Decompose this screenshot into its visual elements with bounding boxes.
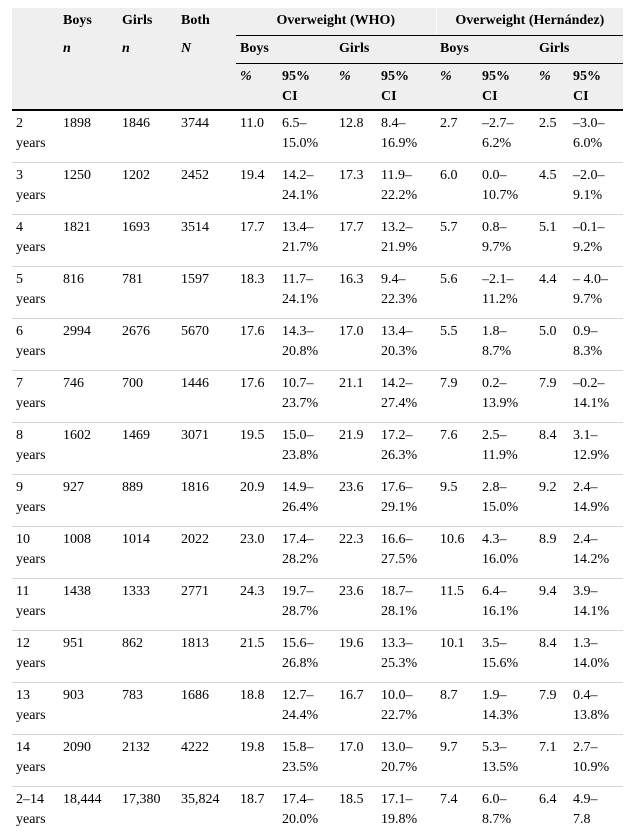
header-blank — [177, 64, 236, 111]
hernandez-boys-pct-cell: 11.5 — [436, 579, 478, 631]
who-boys-pct-cell: 21.5 — [236, 631, 278, 683]
who-boys-ci-cell: 15.6– 26.8% — [278, 631, 335, 683]
hernandez-boys-ci-header: 95% CI — [478, 64, 535, 111]
hernandez-girls-pct-header: % — [535, 64, 569, 111]
age-cell: 2 years — [12, 110, 59, 163]
who-boys-ci-cell: 17.4– 20.0% — [278, 787, 335, 838]
who-girls-ci-cell: 13.2– 21.9% — [377, 215, 436, 267]
table-row — [12, 267, 623, 319]
hernandez-boys-pct-cell: 9.7 — [436, 735, 478, 787]
hernandez-boys-pct-cell: 10.6 — [436, 527, 478, 579]
who-boys-ci-header: 95% CI — [278, 64, 335, 111]
who-girls-pct-cell: 19.6 — [335, 631, 377, 683]
who-girls-ci-cell: 14.2– 27.4% — [377, 371, 436, 423]
hernandez-boys-ci-cell: 2.8– 15.0% — [478, 475, 535, 527]
boys-n-cell: 903 — [59, 683, 118, 735]
who-boys-ci-cell: 10.7– 23.7% — [278, 371, 335, 423]
hernandez-boys-pct-cell: 5.7 — [436, 215, 478, 267]
table-row — [12, 215, 623, 267]
who-boys-pct-cell: 18.8 — [236, 683, 278, 735]
hernandez-girls-ci-cell: 2.4– 14.9% — [569, 475, 623, 527]
who-boys-ci-cell: 14.2– 24.1% — [278, 163, 335, 215]
hernandez-boys-ci-cell: 2.5– 11.9% — [478, 423, 535, 475]
hernandez-girls-pct-cell: 9.4 — [535, 579, 569, 631]
col-boys-header: Boys — [59, 8, 118, 36]
hernandez-boys-ci-cell: 6.0– 8.7% — [478, 787, 535, 838]
hernandez-girls-header: Girls — [535, 36, 623, 64]
both-n-cell: 1813 — [177, 631, 236, 683]
hernandez-girls-pct-cell: 4.5 — [535, 163, 569, 215]
boys-n-cell: 1821 — [59, 215, 118, 267]
col-girls-header: Girls — [118, 8, 177, 36]
who-girls-ci-cell: 17.1– 19.8% — [377, 787, 436, 838]
boys-n-cell: 2994 — [59, 319, 118, 371]
hernandez-boys-ci-cell: 0.0– 10.7% — [478, 163, 535, 215]
age-cell: 6 years — [12, 319, 59, 371]
table-row — [12, 579, 623, 631]
hernandez-boys-pct-cell: 2.7 — [436, 110, 478, 163]
who-girls-pct-cell: 17.0 — [335, 735, 377, 787]
both-n-cell: 2022 — [177, 527, 236, 579]
hernandez-girls-ci-cell: 4.9– 7.8 — [569, 787, 623, 838]
age-cell: 3 years — [12, 163, 59, 215]
boys-n-cell: 1250 — [59, 163, 118, 215]
table-row — [12, 423, 623, 475]
age-cell: 14 years — [12, 735, 59, 787]
hernandez-girls-pct-cell: 9.2 — [535, 475, 569, 527]
who-girls-ci-cell: 10.0– 22.7% — [377, 683, 436, 735]
who-girls-ci-cell: 18.7– 28.1% — [377, 579, 436, 631]
hernandez-boys-pct-cell: 9.5 — [436, 475, 478, 527]
who-boys-pct-cell: 11.0 — [236, 110, 278, 163]
hernandez-girls-ci-cell: 2.7– 10.9% — [569, 735, 623, 787]
header-row-3 — [12, 64, 623, 111]
who-girls-pct-cell: 16.3 — [335, 267, 377, 319]
who-girls-pct-cell: 18.5 — [335, 787, 377, 838]
who-girls-pct-cell: 21.1 — [335, 371, 377, 423]
girls-n-cell: 1693 — [118, 215, 177, 267]
hernandez-boys-pct-cell: 10.1 — [436, 631, 478, 683]
table-header — [12, 8, 623, 110]
girls-n-cell: 700 — [118, 371, 177, 423]
girls-n-cell: 783 — [118, 683, 177, 735]
hernandez-girls-ci-cell: 1.3– 14.0% — [569, 631, 623, 683]
hernandez-boys-ci-cell: 1.8– 8.7% — [478, 319, 535, 371]
table-row — [12, 475, 623, 527]
header-blank — [59, 64, 118, 111]
who-boys-ci-cell: 11.7– 24.1% — [278, 267, 335, 319]
header-blank — [12, 36, 59, 64]
hernandez-girls-pct-cell: 4.4 — [535, 267, 569, 319]
hernandez-boys-pct-cell: 5.6 — [436, 267, 478, 319]
who-boys-pct-cell: 19.5 — [236, 423, 278, 475]
who-boys-pct-cell: 17.7 — [236, 215, 278, 267]
who-girls-ci-cell: 17.2– 26.3% — [377, 423, 436, 475]
hernandez-girls-ci-cell: – 4.0– 9.7% — [569, 267, 623, 319]
girls-n-cell: 1846 — [118, 110, 177, 163]
who-boys-ci-cell: 13.4– 21.7% — [278, 215, 335, 267]
who-boys-pct-cell: 17.6 — [236, 371, 278, 423]
who-boys-pct-cell: 19.4 — [236, 163, 278, 215]
who-girls-ci-cell: 13.0– 20.7% — [377, 735, 436, 787]
who-girls-pct-header: % — [335, 64, 377, 111]
hernandez-boys-pct-cell: 7.6 — [436, 423, 478, 475]
col-both-n: N — [177, 36, 236, 64]
hernandez-boys-ci-cell: –2.1– 11.2% — [478, 267, 535, 319]
who-girls-ci-cell: 8.4– 16.9% — [377, 110, 436, 163]
girls-n-cell: 17,380 — [118, 787, 177, 838]
who-girls-ci-header: 95% CI — [377, 64, 436, 111]
table-row — [12, 527, 623, 579]
both-n-cell: 4222 — [177, 735, 236, 787]
hernandez-girls-pct-cell: 2.5 — [535, 110, 569, 163]
age-cell: 9 years — [12, 475, 59, 527]
both-n-cell: 3514 — [177, 215, 236, 267]
age-cell: 5 years — [12, 267, 59, 319]
hernandez-girls-ci-cell: 2.4– 14.2% — [569, 527, 623, 579]
who-boys-pct-cell: 18.3 — [236, 267, 278, 319]
girls-n-cell: 2132 — [118, 735, 177, 787]
both-n-cell: 1686 — [177, 683, 236, 735]
boys-n-cell: 816 — [59, 267, 118, 319]
boys-n-cell: 1008 — [59, 527, 118, 579]
who-group-header: Overweight (WHO) — [236, 8, 436, 36]
hernandez-girls-pct-cell: 5.0 — [535, 319, 569, 371]
girls-n-cell: 1014 — [118, 527, 177, 579]
header-row-1 — [12, 8, 623, 36]
who-boys-pct-cell: 19.8 — [236, 735, 278, 787]
who-girls-pct-cell: 22.3 — [335, 527, 377, 579]
who-boys-ci-cell: 17.4– 28.2% — [278, 527, 335, 579]
age-cell: 4 years — [12, 215, 59, 267]
header-blank — [118, 64, 177, 111]
who-boys-ci-cell: 12.7– 24.4% — [278, 683, 335, 735]
girls-n-cell: 1202 — [118, 163, 177, 215]
who-boys-ci-cell: 15.0– 23.8% — [278, 423, 335, 475]
hernandez-girls-ci-cell: 3.1– 12.9% — [569, 423, 623, 475]
hernandez-boys-ci-cell: 4.3– 16.0% — [478, 527, 535, 579]
hernandez-girls-ci-cell: –0.1– 9.2% — [569, 215, 623, 267]
hernandez-boys-pct-cell: 5.5 — [436, 319, 478, 371]
who-boys-ci-cell: 19.7– 28.7% — [278, 579, 335, 631]
header-row-2 — [12, 36, 623, 64]
girls-n-cell: 1469 — [118, 423, 177, 475]
hernandez-boys-ci-cell: 3.5– 15.6% — [478, 631, 535, 683]
who-girls-pct-cell: 21.9 — [335, 423, 377, 475]
both-n-cell: 1816 — [177, 475, 236, 527]
hernandez-girls-pct-cell: 6.4 — [535, 787, 569, 838]
who-girls-pct-cell: 23.6 — [335, 579, 377, 631]
who-girls-ci-cell: 13.3– 25.3% — [377, 631, 436, 683]
who-girls-pct-cell: 17.7 — [335, 215, 377, 267]
hernandez-boys-ci-cell: 0.2– 13.9% — [478, 371, 535, 423]
who-girls-pct-cell: 16.7 — [335, 683, 377, 735]
boys-n-cell: 18,444 — [59, 787, 118, 838]
who-boys-ci-cell: 14.3– 20.8% — [278, 319, 335, 371]
who-girls-ci-cell: 9.4– 22.3% — [377, 267, 436, 319]
table-body — [12, 110, 623, 838]
hernandez-boys-ci-cell: 6.4– 16.1% — [478, 579, 535, 631]
table-row — [12, 735, 623, 787]
table-row — [12, 787, 623, 838]
boys-n-cell: 951 — [59, 631, 118, 683]
hernandez-girls-pct-cell: 7.9 — [535, 371, 569, 423]
age-cell: 12 years — [12, 631, 59, 683]
who-girls-pct-cell: 23.6 — [335, 475, 377, 527]
header-blank — [12, 8, 59, 36]
who-girls-ci-cell: 13.4– 20.3% — [377, 319, 436, 371]
girls-n-cell: 2676 — [118, 319, 177, 371]
both-n-cell: 35,824 — [177, 787, 236, 838]
hernandez-boys-ci-cell: –2.7– 6.2% — [478, 110, 535, 163]
hernandez-girls-ci-cell: 0.9– 8.3% — [569, 319, 623, 371]
col-boys-n: n — [59, 36, 118, 64]
age-cell: 13 years — [12, 683, 59, 735]
table-row — [12, 163, 623, 215]
table-row — [12, 110, 623, 163]
girls-n-cell: 889 — [118, 475, 177, 527]
who-boys-ci-cell: 6.5– 15.0% — [278, 110, 335, 163]
hernandez-boys-ci-cell: 0.8– 9.7% — [478, 215, 535, 267]
both-n-cell: 5670 — [177, 319, 236, 371]
hernandez-girls-pct-cell: 5.1 — [535, 215, 569, 267]
hernandez-girls-ci-cell: –2.0– 9.1% — [569, 163, 623, 215]
age-cell: 10 years — [12, 527, 59, 579]
table-row — [12, 319, 623, 371]
who-girls-pct-cell: 17.3 — [335, 163, 377, 215]
table-row — [12, 631, 623, 683]
hernandez-girls-pct-cell: 7.9 — [535, 683, 569, 735]
hernandez-girls-ci-cell: –0.2– 14.1% — [569, 371, 623, 423]
boys-n-cell: 746 — [59, 371, 118, 423]
who-boys-pct-cell: 17.6 — [236, 319, 278, 371]
who-girls-ci-cell: 16.6– 27.5% — [377, 527, 436, 579]
hernandez-girls-ci-header: 95% CI — [569, 64, 623, 111]
who-boys-ci-cell: 14.9– 26.4% — [278, 475, 335, 527]
both-n-cell: 1446 — [177, 371, 236, 423]
girls-n-cell: 862 — [118, 631, 177, 683]
age-cell: 8 years — [12, 423, 59, 475]
hernandez-girls-pct-cell: 8.9 — [535, 527, 569, 579]
hernandez-boys-pct-cell: 8.7 — [436, 683, 478, 735]
boys-n-cell: 1438 — [59, 579, 118, 631]
both-n-cell: 1597 — [177, 267, 236, 319]
boys-n-cell: 1898 — [59, 110, 118, 163]
hernandez-boys-pct-header: % — [436, 64, 478, 111]
who-girls-ci-cell: 11.9– 22.2% — [377, 163, 436, 215]
who-boys-pct-cell: 20.9 — [236, 475, 278, 527]
who-boys-pct-cell: 18.7 — [236, 787, 278, 838]
girls-n-cell: 781 — [118, 267, 177, 319]
hernandez-girls-pct-cell: 8.4 — [535, 631, 569, 683]
hernandez-girls-pct-cell: 7.1 — [535, 735, 569, 787]
overweight-prevalence-table — [12, 8, 623, 838]
who-boys-pct-header: % — [236, 64, 278, 111]
header-blank — [12, 64, 59, 111]
hernandez-girls-ci-cell: 0.4– 13.8% — [569, 683, 623, 735]
both-n-cell: 2452 — [177, 163, 236, 215]
hernandez-boys-pct-cell: 7.9 — [436, 371, 478, 423]
who-boys-ci-cell: 15.8– 23.5% — [278, 735, 335, 787]
hernandez-group-header: Overweight (Hernández) — [436, 8, 623, 36]
col-both-header: Both — [177, 8, 236, 36]
girls-n-cell: 1333 — [118, 579, 177, 631]
who-girls-ci-cell: 17.6– 29.1% — [377, 475, 436, 527]
who-girls-pct-cell: 17.0 — [335, 319, 377, 371]
who-boys-pct-cell: 24.3 — [236, 579, 278, 631]
age-cell: 11 years — [12, 579, 59, 631]
hernandez-boys-pct-cell: 6.0 — [436, 163, 478, 215]
age-cell: 2–14 years — [12, 787, 59, 838]
table-row — [12, 683, 623, 735]
who-girls-pct-cell: 12.8 — [335, 110, 377, 163]
both-n-cell: 2771 — [177, 579, 236, 631]
hernandez-girls-ci-cell: –3.0– 6.0% — [569, 110, 623, 163]
hernandez-boys-header: Boys — [436, 36, 535, 64]
hernandez-boys-ci-cell: 5.3– 13.5% — [478, 735, 535, 787]
col-girls-n: n — [118, 36, 177, 64]
boys-n-cell: 2090 — [59, 735, 118, 787]
boys-n-cell: 1602 — [59, 423, 118, 475]
who-boys-pct-cell: 23.0 — [236, 527, 278, 579]
table-row — [12, 371, 623, 423]
boys-n-cell: 927 — [59, 475, 118, 527]
age-cell: 7 years — [12, 371, 59, 423]
who-boys-header: Boys — [236, 36, 335, 64]
both-n-cell: 3744 — [177, 110, 236, 163]
hernandez-girls-ci-cell: 3.9– 14.1% — [569, 579, 623, 631]
hernandez-boys-pct-cell: 7.4 — [436, 787, 478, 838]
who-girls-header: Girls — [335, 36, 436, 64]
hernandez-girls-pct-cell: 8.4 — [535, 423, 569, 475]
both-n-cell: 3071 — [177, 423, 236, 475]
hernandez-boys-ci-cell: 1.9– 14.3% — [478, 683, 535, 735]
